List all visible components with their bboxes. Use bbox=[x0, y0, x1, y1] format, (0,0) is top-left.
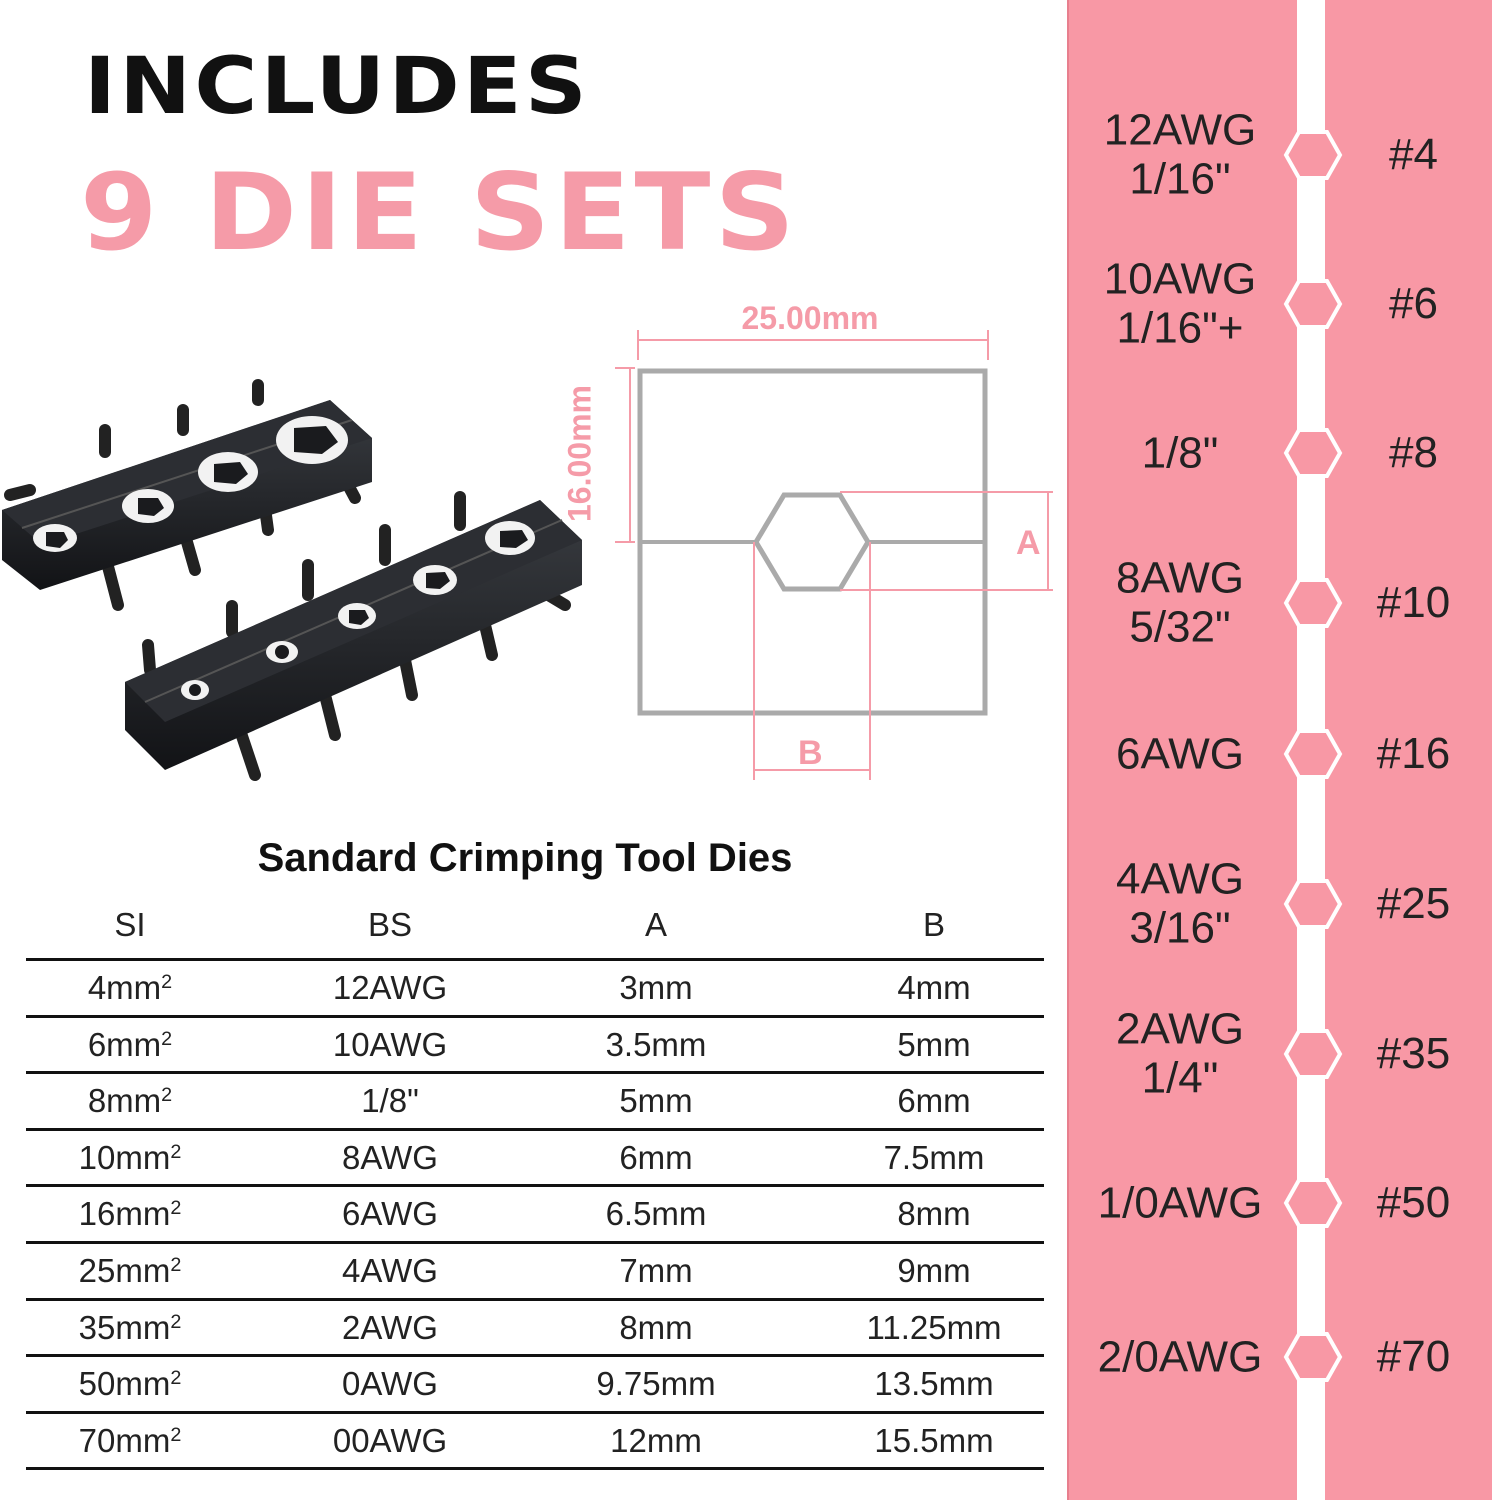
table-cell-a: 6mm bbox=[619, 1138, 693, 1176]
dimension-b-label: B bbox=[798, 734, 823, 772]
chart-wire-size: 1/8" bbox=[1141, 428, 1219, 478]
table-cell-si: $16mm^2$ bbox=[78, 1195, 182, 1233]
superscript: 2 bbox=[170, 1197, 182, 1220]
table-cell-b: 9mm bbox=[897, 1252, 971, 1289]
table-cell-a: 8mm bbox=[619, 1308, 693, 1346]
table-cell-a: 12mm bbox=[610, 1421, 702, 1459]
hexagon-icon bbox=[1283, 728, 1343, 780]
table-cell-a: 6.5mm bbox=[605, 1195, 707, 1233]
table-cell-si: $25mm^2$ bbox=[78, 1252, 182, 1289]
superscript: 2 bbox=[161, 1084, 173, 1107]
chart-wire-size: 12AWG 1/16" bbox=[1103, 105, 1257, 204]
height-dimension-label: 16.00mm bbox=[561, 385, 598, 522]
table-cell-si: $4mm^2$ bbox=[87, 969, 173, 1006]
heading-die-sets: 9 DIE SETS bbox=[80, 151, 800, 274]
table-cell-bs: 6AWG bbox=[342, 1195, 438, 1233]
chart-die-number: #10 bbox=[1376, 578, 1451, 627]
table-cell-bs: 10AWG bbox=[332, 1025, 448, 1063]
table-header-a: A bbox=[644, 906, 667, 943]
table-cell-bs: 4AWG bbox=[342, 1252, 438, 1289]
hexagon-icon bbox=[1283, 129, 1343, 181]
chart-die-number: #8 bbox=[1389, 428, 1438, 477]
superscript: 2 bbox=[170, 1367, 182, 1390]
table-rule bbox=[26, 1298, 1044, 1301]
table-cell-si: $8mm^2$ bbox=[87, 1082, 173, 1120]
table-cell-b: 8mm bbox=[897, 1195, 971, 1233]
hexagon-icon bbox=[1283, 427, 1343, 479]
heading-includes: INCLUDES bbox=[84, 42, 591, 132]
table-cell-si: $50mm^2$ bbox=[78, 1365, 182, 1403]
table-cell-a: 5mm bbox=[619, 1082, 693, 1120]
table-header-si: SI bbox=[114, 906, 146, 943]
table-cell-b: 13.5mm bbox=[874, 1365, 994, 1403]
superscript: 2 bbox=[170, 1254, 182, 1277]
table-header-bs: BS bbox=[367, 906, 413, 943]
hexagon-icon bbox=[1283, 577, 1343, 629]
superscript: 2 bbox=[170, 1310, 182, 1333]
superscript: 2 bbox=[161, 1027, 173, 1050]
table-cell-bs: 2AWG bbox=[342, 1308, 438, 1346]
hexagon-icon bbox=[1283, 1177, 1343, 1229]
table-cell-bs: 12AWG bbox=[332, 969, 448, 1006]
table-cell-si: $70mm^2$ bbox=[78, 1421, 182, 1459]
chart-die-number: #70 bbox=[1376, 1332, 1451, 1381]
chart-die-number: #6 bbox=[1389, 279, 1438, 328]
chart-die-number: #25 bbox=[1376, 879, 1451, 928]
table-cell-b: 11.25mm bbox=[866, 1308, 1002, 1346]
table-rule bbox=[26, 1071, 1044, 1074]
table-rule bbox=[26, 1184, 1044, 1187]
table-rule bbox=[26, 1354, 1044, 1357]
chart-wire-size: 8AWG 5/32" bbox=[1116, 553, 1244, 652]
chart-die-number: #35 bbox=[1376, 1029, 1451, 1078]
chart-die-number: #4 bbox=[1389, 130, 1438, 179]
table-cell-bs: 00AWG bbox=[332, 1421, 448, 1459]
chart-wire-size: 2AWG 1/4" bbox=[1116, 1004, 1244, 1103]
chart-die-number: #16 bbox=[1376, 729, 1451, 778]
width-dimension-label: 25.00mm bbox=[741, 300, 879, 336]
table-rule bbox=[26, 1467, 1044, 1470]
chart-wire-size: 6AWG bbox=[1116, 729, 1244, 779]
chart-wire-size: 10AWG 1/16"+ bbox=[1103, 254, 1257, 353]
table-cell-a: 7mm bbox=[619, 1252, 693, 1289]
chart-wire-size: 2/0AWG bbox=[1097, 1332, 1263, 1382]
superscript: 2 bbox=[161, 971, 173, 994]
table-cell-b: 4mm bbox=[897, 969, 971, 1006]
superscript: 2 bbox=[170, 1423, 182, 1446]
table-rule bbox=[26, 1241, 1044, 1244]
dimension-a-label: A bbox=[1016, 524, 1041, 562]
chart-wire-size: 1/0AWG bbox=[1097, 1178, 1263, 1228]
hexagon-icon bbox=[1283, 878, 1343, 930]
table-cell-bs: 0AWG bbox=[342, 1365, 438, 1403]
table-title: Sandard Crimping Tool Dies bbox=[257, 836, 793, 880]
hexagon-icon bbox=[1283, 278, 1343, 330]
die-set-illustration bbox=[0, 370, 600, 790]
table-cell-bs: 8AWG bbox=[342, 1138, 438, 1176]
table-rule bbox=[26, 1411, 1044, 1414]
table-cell-b: 7.5mm bbox=[883, 1138, 985, 1176]
panel-border bbox=[1067, 0, 1069, 1500]
table-cell-a: 3.5mm bbox=[605, 1025, 707, 1063]
die-dimension-diagram bbox=[560, 290, 1070, 790]
hexagon-icon bbox=[1283, 1331, 1343, 1383]
table-cell-si: $6mm^2$ bbox=[87, 1025, 173, 1063]
upper-die-block bbox=[2, 385, 372, 605]
hexagon-icon bbox=[1283, 1028, 1343, 1080]
table-cell-si: $10mm^2$ bbox=[78, 1138, 182, 1176]
chart-wire-size: 4AWG 3/16" bbox=[1116, 854, 1244, 953]
size-chart-panel bbox=[1067, 0, 1492, 1500]
table-cell-si: $35mm^2$ bbox=[78, 1308, 182, 1346]
table-cell-b: 15.5mm bbox=[874, 1421, 994, 1459]
table-header-b: B bbox=[922, 906, 945, 943]
chart-die-number: #50 bbox=[1376, 1178, 1451, 1227]
table-rule bbox=[26, 1128, 1044, 1131]
table-rule bbox=[26, 1015, 1044, 1018]
table-rule bbox=[26, 958, 1044, 961]
superscript: 2 bbox=[170, 1140, 182, 1163]
table-cell-b: 5mm bbox=[897, 1025, 971, 1063]
table-cell-b: 6mm bbox=[897, 1082, 971, 1120]
table-cell-bs: 1/8" bbox=[361, 1082, 419, 1120]
table-cell-a: 9.75mm bbox=[596, 1365, 716, 1403]
table-cell-a: 3mm bbox=[619, 969, 693, 1006]
